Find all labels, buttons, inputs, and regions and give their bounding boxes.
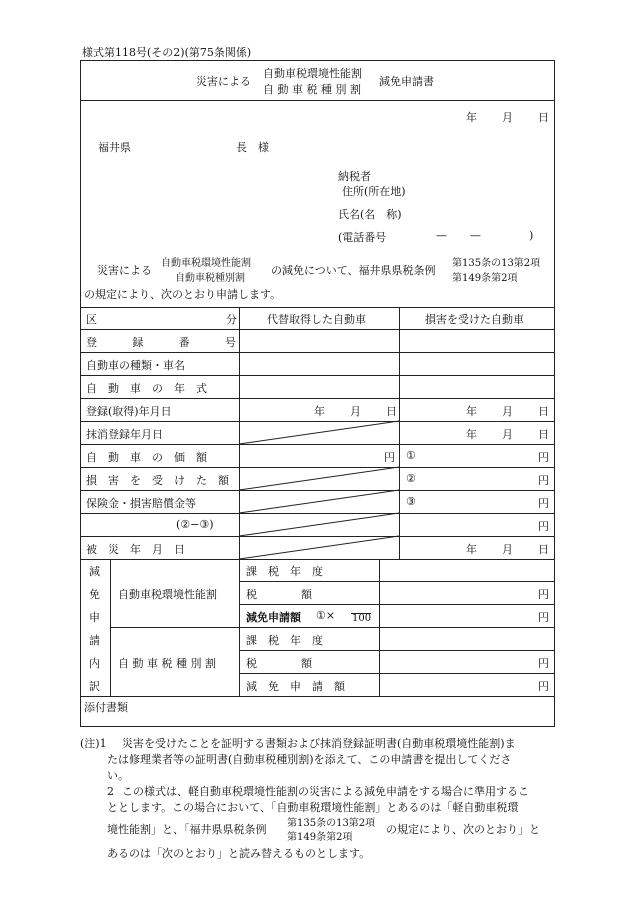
env-tax-amount: 税 額: [246, 588, 312, 601]
note-2-line-c2: の規定により、次のとおり」と: [386, 823, 540, 836]
fraction-denominator: 100: [352, 613, 372, 624]
env-tax-year: 課 税 年 度: [246, 565, 323, 578]
dmg-reg-day: 日: [538, 405, 549, 418]
attachments-label: 添付書類: [84, 701, 128, 714]
breakdown-side-4: 請: [89, 634, 100, 647]
phone-close: ): [529, 229, 534, 242]
difference-yen: 円: [538, 520, 549, 533]
alt-value-yen: 円: [384, 451, 395, 464]
type-request-label: 減 免 申 請 額: [246, 680, 345, 693]
type-tax-yen: 円: [538, 657, 549, 670]
disaster-day: 日: [538, 543, 549, 556]
date-year: 年: [466, 111, 477, 124]
note-2-article-1: 第135条の13第2項: [287, 818, 376, 829]
type-tax-amount: 税 額: [246, 657, 312, 670]
note-2-line-a: この様式は、軽自動車税環境性能割の災害による減免申請をする場合に準用するこ: [122, 785, 529, 798]
env-tax-yen: 円: [538, 588, 549, 601]
alt-reg-day: 日: [386, 405, 397, 418]
phone-dash-1: —: [436, 229, 447, 242]
row-label-registration-no: 登 録 番 号: [86, 336, 236, 349]
disaster-month: 月: [502, 543, 513, 556]
group-env-performance: 自動車税環境性能割: [118, 588, 217, 601]
dmg-reg-year: 年: [466, 405, 477, 418]
row-label-model-year: 自 動 車 の 年 式: [86, 382, 207, 395]
row-label-disaster-date: 被 災 年 月 日: [86, 543, 185, 556]
taxpayer-phone: (電話番号: [338, 231, 387, 244]
addressee-prefecture: 福井県: [98, 141, 131, 154]
body-line-2: の規定により、次のとおり申請します。: [84, 288, 282, 301]
taxpayer-name: 氏名(名 称): [338, 208, 402, 221]
body-article-2: 第149条第2項: [452, 273, 518, 284]
insurance-yen: 円: [538, 497, 549, 510]
breakdown-side-6: 訳: [89, 680, 100, 693]
note-1-line-a: 災害を受けたことを証明する書類および抹消登録証明書(自動車税環境性能割)ま: [122, 737, 516, 750]
row-label-difference: (②−③): [176, 518, 214, 531]
note-1-line-c: い。: [107, 769, 129, 782]
alt-reg-year: 年: [314, 405, 325, 418]
note-2-line-d: あるのは「次のとおり」と読み替えるものとします。: [107, 847, 371, 860]
dmg-reg-month: 月: [502, 405, 513, 418]
body-prefix: 災害による: [97, 264, 152, 277]
row-label-vehicle-type: 自動車の種類・車名: [86, 359, 185, 372]
row-label-insurance: 保険金・損害賠償金等: [86, 497, 196, 510]
row-label-damage-amount: 損 害 を 受 け た 額: [86, 474, 229, 487]
breakdown-side-2: 免: [89, 588, 100, 601]
taxpayer-address: 住所(所在地): [342, 185, 406, 198]
breakdown-side-5: 内: [89, 657, 100, 670]
title-option-type: 自 動 車 税 種 別 割: [263, 83, 361, 96]
note-1-line-b: たは修理業者等の証明書(自動車税種別割)を添えて、この申請書を提出してくださ: [107, 753, 512, 766]
col-damaged-vehicle: 損害を受けた自動車: [425, 313, 524, 326]
circle-1: ①: [406, 449, 416, 462]
disaster-year: 年: [466, 543, 477, 556]
breakdown-side-3: 申: [89, 611, 100, 624]
dmg-dereg-year: 年: [466, 428, 477, 441]
title-suffix: 減免申請書: [379, 75, 434, 88]
row-label-deregistration-date: 抹消登録年月日: [86, 428, 163, 441]
alt-reg-month: 月: [350, 405, 361, 418]
env-request-yen: 円: [538, 611, 549, 624]
col-alternate-vehicle: 代替取得した自動車: [267, 313, 366, 326]
row-label-registration-date: 登録(取得)年月日: [86, 405, 172, 418]
type-tax-year: 課 税 年 度: [246, 634, 323, 647]
dmg-amount-yen: 円: [538, 474, 549, 487]
title-prefix: 災害による: [196, 75, 251, 88]
note-2-line-b: ととします。この場合において、「自動車税環境性能割」とあるのは「軽自動車税環: [107, 801, 519, 814]
body-middle: の減免について、福井県県税条例: [271, 264, 436, 277]
circle-2: ②: [406, 472, 416, 485]
note-mark: (注)1: [80, 737, 107, 750]
col-kubun-left: 区: [86, 313, 97, 326]
dmg-dereg-day: 日: [538, 428, 549, 441]
note-2-number: 2: [107, 785, 114, 798]
circle-3: ③: [406, 495, 416, 508]
body-option-type: 自動車税種別割: [175, 273, 245, 284]
group-type-tax: 自 動 車 税 種 別 割: [118, 657, 216, 670]
note-2-article-2: 第149条第2項: [287, 832, 353, 843]
form-number: 様式第118号(その2)(第75条関係): [82, 46, 252, 59]
date-day: 日: [538, 111, 549, 124]
env-request-formula: ①×: [316, 609, 336, 622]
phone-dash-2: —: [470, 229, 481, 242]
env-request-label: 減免申請額: [246, 611, 301, 624]
breakdown-side-1: 減: [89, 565, 100, 578]
date-month: 月: [502, 111, 513, 124]
dmg-value-yen: 円: [538, 451, 549, 464]
note-2-line-c1: 境性能割」と、「福井県県税条例: [107, 823, 267, 836]
col-kubun-right: 分: [226, 313, 237, 326]
title-option-env: 自動車税環境性能割: [263, 67, 362, 80]
dmg-dereg-month: 月: [502, 428, 513, 441]
row-label-vehicle-value: 自 動 車 の 価 額: [86, 451, 207, 464]
addressee-chief: 長 様: [236, 141, 269, 154]
type-request-yen: 円: [538, 680, 549, 693]
body-article-1: 第135条の13第2項: [452, 258, 541, 269]
body-option-env: 自動車税環境性能割: [161, 258, 251, 269]
taxpayer-label: 納税者: [338, 170, 371, 183]
